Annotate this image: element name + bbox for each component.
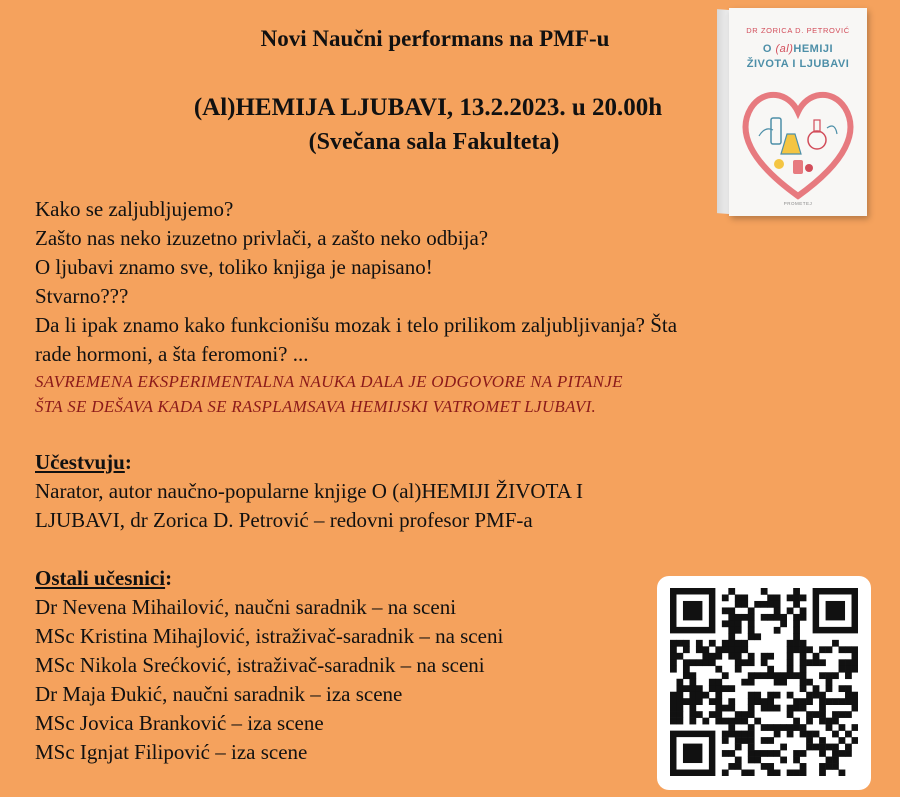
others-line: MSc Jovica Branković – iza scene bbox=[35, 711, 324, 735]
intro-line: O ljubavi znamo sve, toliko knjiga je napisano! bbox=[35, 255, 433, 279]
participants-line: LJUBAVI, dr Zorica D. Petrović – redovni profesor PMF-a bbox=[35, 508, 533, 532]
event-subtitle: Novi Naučni performans na PMF-u bbox=[260, 26, 610, 51]
highlight-line: ŠTA SE DEŠAVA KADA SE RASPLAMSAVA HEMIJSKI VATROMET LJUBAVI. bbox=[35, 397, 597, 416]
book-front bbox=[729, 8, 867, 216]
book-publisher: PROMETEJ bbox=[783, 201, 813, 206]
book-cover-image bbox=[717, 8, 867, 216]
intro-line: Da li ipak znamo kako funkcionišu mozak i telo prilikom zaljubljivanja? Šta bbox=[35, 313, 678, 337]
heart-lab-illustration-icon bbox=[729, 76, 867, 206]
event-venue: (Svečana sala Fakulteta) bbox=[308, 129, 560, 155]
intro-line: Stvarno??? bbox=[35, 284, 129, 308]
participants-line: Narator, autor naučno-popularne knjige O (al)HEMIJI ŽIVOTA I bbox=[35, 479, 583, 503]
book-author: DR ZORICA D. PETROVIĆ bbox=[746, 26, 850, 35]
others-line: Dr Maja Đukić, naučni saradnik – iza scene bbox=[35, 682, 403, 706]
spacer bbox=[35, 419, 855, 448]
intro-line: Kako se zaljubljujemo? bbox=[35, 197, 234, 221]
book-title-line2: ŽIVOTA I LJUBAVI bbox=[746, 58, 850, 70]
intro-line: Zašto nas neko izuzetno privlači, a zašto neko odbija? bbox=[35, 226, 489, 250]
book-spine bbox=[717, 9, 729, 214]
others-line: MSc Kristina Mihajlović, istraživač-saradnik – na sceni bbox=[35, 624, 504, 648]
others-line: MSc Ignjat Filipović – iza scene bbox=[35, 740, 308, 764]
others-line: MSc Nikola Srećković, istraživač-saradnik – na sceni bbox=[35, 653, 485, 677]
qr-code-icon bbox=[670, 588, 858, 776]
participants-heading: Učestvuju: bbox=[35, 450, 132, 474]
book-title-line1: O (al)HEMIJI bbox=[762, 43, 834, 55]
spacer bbox=[35, 535, 855, 564]
others-line: Dr Nevena Mihailović, naučni saradnik – na sceni bbox=[35, 595, 457, 619]
highlight-line: SAVREMENA EKSPERIMENTALNA NAUKA DALA JE ODGOVORE NA PITANJE bbox=[35, 372, 623, 391]
event-title: (Al)HEMIJA LJUBAVI, 13.2.2023. u 20.00h bbox=[193, 94, 663, 121]
intro-line: rade hormoni, a šta feromoni? ... bbox=[35, 342, 309, 366]
qr-code[interactable] bbox=[657, 576, 871, 790]
others-heading: Ostali učesnici: bbox=[35, 566, 173, 590]
